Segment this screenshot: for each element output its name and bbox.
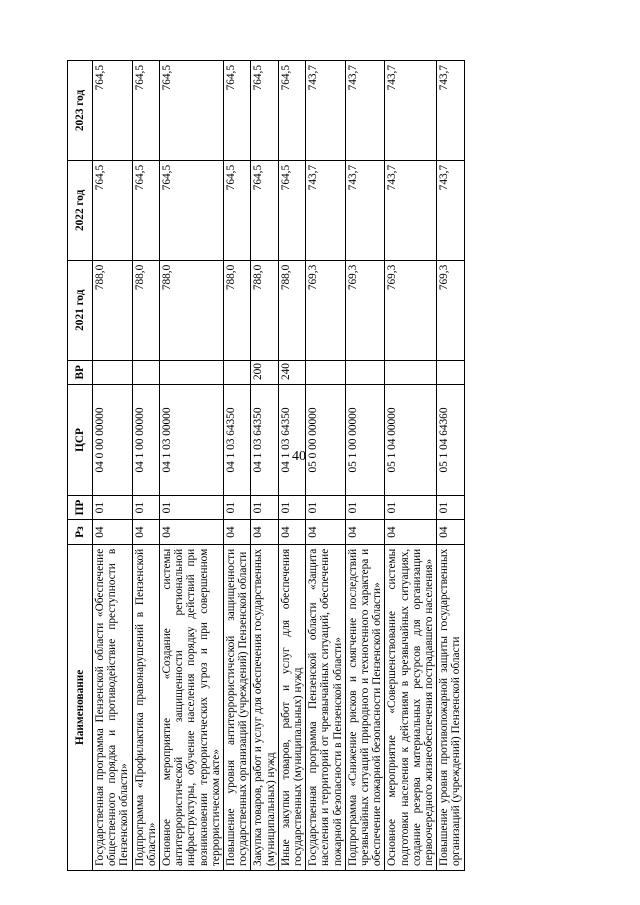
cell-rz: 04 xyxy=(251,520,278,544)
cell-rz: 04 xyxy=(93,520,133,544)
cell-name: Иные закупки товаров, работ и услуг для обеспечения государственных (муниципальных) нужд xyxy=(278,544,305,870)
cell-2021: 788,0 xyxy=(160,260,224,360)
cell-vr xyxy=(160,360,224,384)
cell-rz: 04 xyxy=(437,520,464,544)
cell-2021: 769,3 xyxy=(345,260,385,360)
cell-csr: 05 0 00 00000 xyxy=(306,385,346,496)
header-rz: Рз xyxy=(68,520,93,544)
cell-2023: 743,7 xyxy=(306,61,346,161)
rotated-table-container xyxy=(67,60,572,871)
table-row xyxy=(93,61,133,871)
table-row xyxy=(385,61,437,871)
cell-vr xyxy=(306,360,346,384)
cell-2023: 743,7 xyxy=(437,61,464,161)
header-name: Наименование xyxy=(68,544,93,870)
cell-2023: 764,5 xyxy=(132,61,159,161)
cell-2023: 764,5 xyxy=(278,61,305,161)
table-row xyxy=(306,61,346,871)
table-row xyxy=(224,61,251,871)
cell-name: Подпрограмма «Профилактика правонарушений в Пензенской области» xyxy=(132,544,159,870)
cell-pr: 01 xyxy=(278,495,305,519)
table-row xyxy=(278,61,305,871)
table-header-row xyxy=(68,61,93,871)
cell-2021: 788,0 xyxy=(93,260,133,360)
cell-csr: 04 1 03 00000 xyxy=(160,385,224,496)
cell-pr: 01 xyxy=(224,495,251,519)
cell-2022: 764,5 xyxy=(278,160,305,260)
table-row xyxy=(437,61,464,871)
cell-csr: 04 1 03 64350 xyxy=(224,385,251,496)
cell-2022: 764,5 xyxy=(160,160,224,260)
cell-vr xyxy=(385,360,437,384)
cell-pr: 01 xyxy=(345,495,385,519)
cell-2021: 788,0 xyxy=(251,260,278,360)
cell-2021: 788,0 xyxy=(132,260,159,360)
header-csr: ЦСР xyxy=(68,385,93,496)
cell-2023: 743,7 xyxy=(345,61,385,161)
cell-pr: 01 xyxy=(251,495,278,519)
cell-name: Закупка товаров, работ и услуг для обеспечения государственных (муниципальных) нужд xyxy=(251,544,278,870)
header-vr: ВР xyxy=(68,360,93,384)
cell-pr: 01 xyxy=(437,495,464,519)
cell-name: Повышение уровня антитеррористической защищенности государственных организаций (учреждений) Пензенской области xyxy=(224,544,251,870)
table-row xyxy=(132,61,159,871)
cell-name: Повышение уровня противопожарной защиты государственных организаций (учреждений) Пензенской области xyxy=(437,544,464,870)
table-row xyxy=(160,61,224,871)
cell-2023: 743,7 xyxy=(385,61,437,161)
cell-vr xyxy=(93,360,133,384)
cell-csr: 05 1 04 64360 xyxy=(437,385,464,496)
cell-csr: 04 1 03 64350 xyxy=(251,385,278,496)
cell-2021: 788,0 xyxy=(224,260,251,360)
cell-2023: 764,5 xyxy=(93,61,133,161)
cell-name: Основное мероприятие «Создание системы антитеррористической защищенности региональной инфраструктуры, обучение населения порядку действий при возникновении террористических угроз и при совершенном террористическом акте» xyxy=(160,544,224,870)
cell-2022: 764,5 xyxy=(251,160,278,260)
cell-csr: 04 1 03 64350 xyxy=(278,385,305,496)
cell-2022: 764,5 xyxy=(224,160,251,260)
cell-vr: 200 xyxy=(251,360,278,384)
cell-rz: 04 xyxy=(132,520,159,544)
cell-vr xyxy=(437,360,464,384)
cell-2021: 769,3 xyxy=(306,260,346,360)
table-row xyxy=(251,61,278,871)
cell-name: Государственная программа Пензенской области «Защита населения и территорий от чрезвычайных ситуаций, обеспечение пожарной безопасности в Пензенской области» xyxy=(306,544,346,870)
cell-name: Подпрограмма «Снижение рисков и смягчение последствий чрезвычайных ситуаций природного и техногенного характера и обеспечение пожарной безопасности Пензенской области» xyxy=(345,544,385,870)
budget-table xyxy=(67,60,465,871)
cell-vr xyxy=(345,360,385,384)
cell-2021: 769,3 xyxy=(385,260,437,360)
cell-pr: 01 xyxy=(132,495,159,519)
cell-name: Государственная программа Пензенской области «Обеспечение общественного порядка и противодействие преступности в Пензенской области» xyxy=(93,544,133,870)
cell-2023: 764,5 xyxy=(251,61,278,161)
cell-2021: 788,0 xyxy=(278,260,305,360)
cell-2022: 743,7 xyxy=(385,160,437,260)
table-row xyxy=(345,61,385,871)
header-pr: ПР xyxy=(68,495,93,519)
cell-rz: 04 xyxy=(224,520,251,544)
cell-2022: 743,7 xyxy=(345,160,385,260)
cell-pr: 01 xyxy=(160,495,224,519)
cell-2022: 764,5 xyxy=(93,160,133,260)
cell-rz: 04 xyxy=(385,520,437,544)
cell-rz: 04 xyxy=(345,520,385,544)
cell-vr xyxy=(224,360,251,384)
cell-rz: 04 xyxy=(306,520,346,544)
cell-pr: 01 xyxy=(385,495,437,519)
cell-2023: 764,5 xyxy=(160,61,224,161)
header-year-2023: 2023 год xyxy=(68,61,93,161)
cell-2022: 743,7 xyxy=(437,160,464,260)
cell-2021: 769,3 xyxy=(437,260,464,360)
cell-csr: 04 0 00 00000 xyxy=(93,385,133,496)
cell-csr: 05 1 04 00000 xyxy=(385,385,437,496)
cell-vr xyxy=(132,360,159,384)
cell-pr: 01 xyxy=(93,495,133,519)
header-year-2022: 2022 год xyxy=(68,160,93,260)
cell-pr: 01 xyxy=(306,495,346,519)
cell-csr: 04 1 00 00000 xyxy=(132,385,159,496)
cell-rz: 04 xyxy=(160,520,224,544)
cell-name: Основное мероприятие «Совершенствование системы подготовки населения к действиям в чрезвычайных ситуациях, создание резерва материальных ресурсов для организации первоочередного жизнеобеспечения пострадавшего населения» xyxy=(385,544,437,870)
table-body xyxy=(93,61,465,871)
cell-vr: 240 xyxy=(278,360,305,384)
cell-csr: 05 1 00 00000 xyxy=(345,385,385,496)
header-year-2021: 2021 год xyxy=(68,260,93,360)
cell-rz: 04 xyxy=(278,520,305,544)
cell-2022: 764,5 xyxy=(132,160,159,260)
cell-2022: 743,7 xyxy=(306,160,346,260)
page-number: 40 xyxy=(292,449,306,464)
cell-2023: 764,5 xyxy=(224,61,251,161)
